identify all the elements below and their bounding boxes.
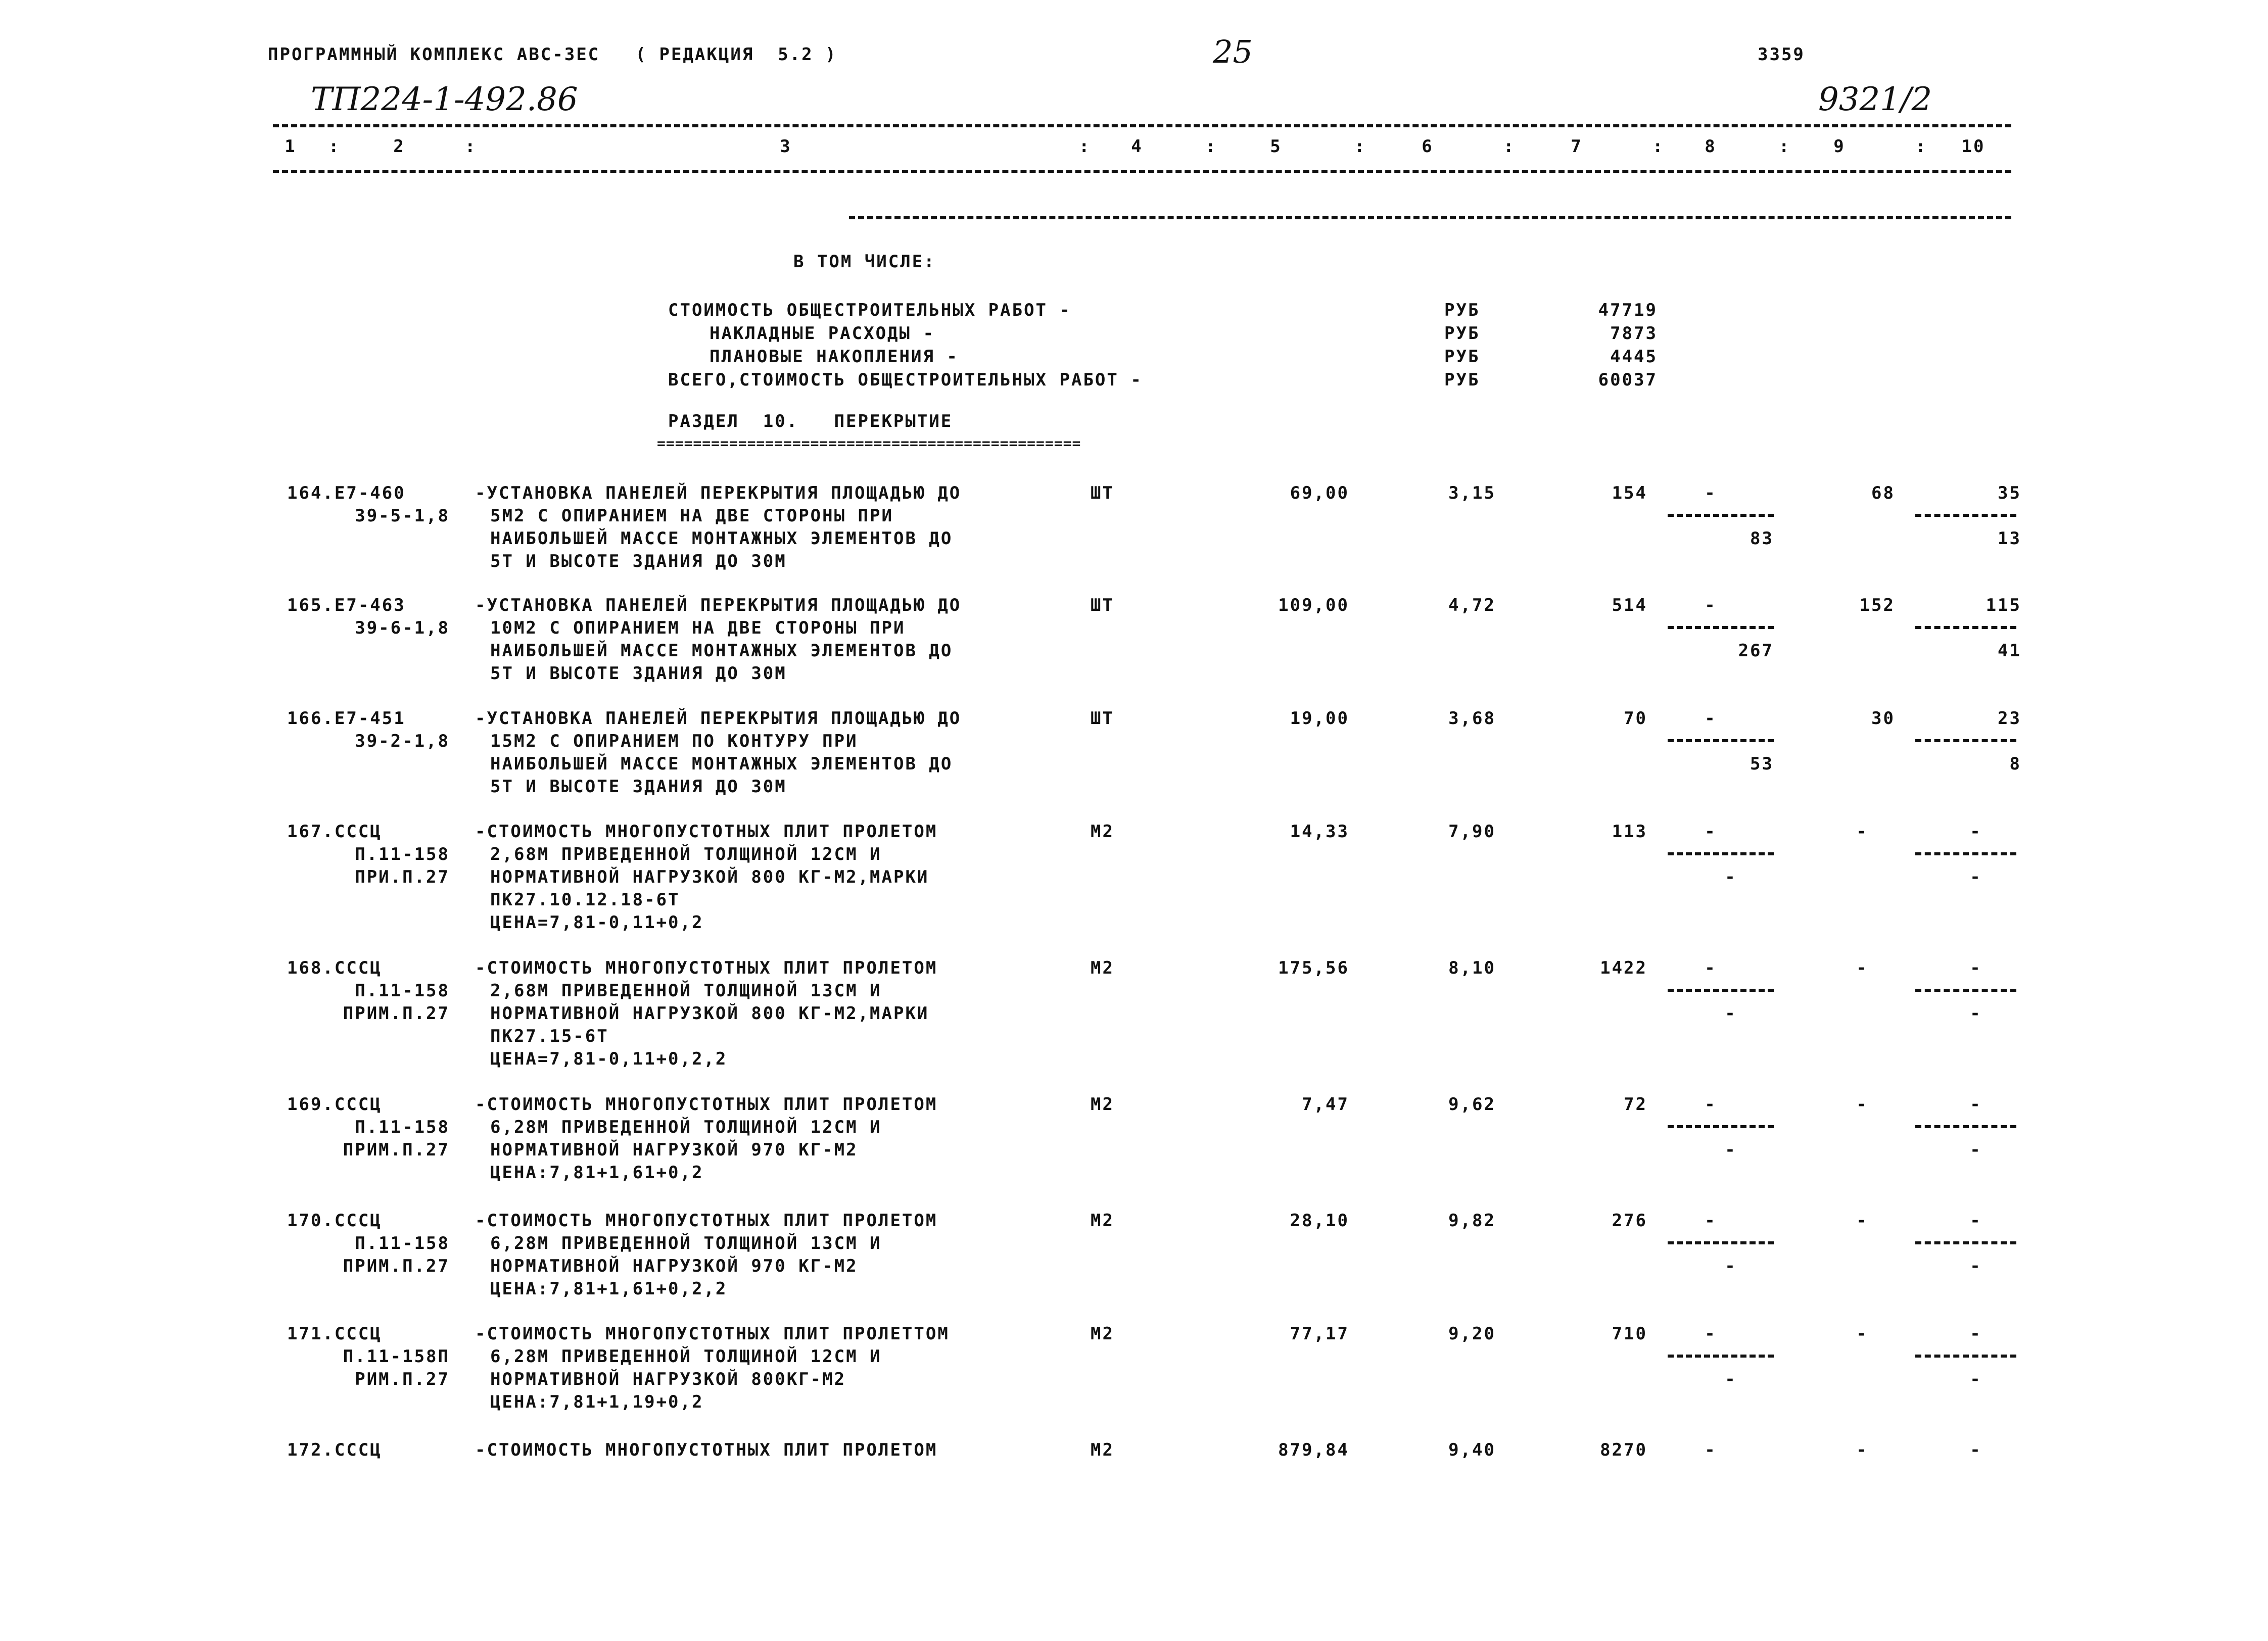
- row-description-line: НОРМАТИВНОЙ НАГРУЗКОЙ 970 КГ-М2: [490, 1140, 858, 1160]
- row-unit: М2: [1091, 958, 1114, 978]
- row-total: 1422: [1600, 958, 1647, 978]
- section-underline: ===============================================: [657, 435, 1081, 452]
- row-unit: М2: [1091, 1211, 1114, 1231]
- sheet-code: 9321/2: [1818, 81, 1932, 118]
- row-col8-bottom: -: [1725, 1256, 1737, 1276]
- row-col9: -: [1856, 822, 1868, 842]
- row-col8-fraction-line: [1668, 989, 1774, 992]
- row-code: П.11-158: [355, 1117, 450, 1137]
- row-col9: 152: [1859, 595, 1895, 615]
- row-col8-top: -: [1705, 822, 1717, 842]
- row-unit-price: 3,68: [1448, 708, 1496, 729]
- row-quantity: 14,33: [1290, 822, 1349, 842]
- row-col10-top: -: [1970, 1094, 1982, 1115]
- row-description-line: ПК27.15-6Т: [490, 1026, 609, 1046]
- row-quantity: 19,00: [1290, 708, 1349, 729]
- row-col10-bottom: 8: [2009, 754, 2021, 774]
- row-description-line: ПК27.10.12.18-6Т: [490, 890, 680, 910]
- column-number-5: 5: [1270, 136, 1282, 157]
- summary-unit: РУБ: [1444, 323, 1480, 344]
- row-description-line: -УСТАНОВКА ПАНЕЛЕЙ ПЕРЕКРЫТИЯ ПЛОЩАДЬЮ ДО: [475, 708, 962, 729]
- row-unit-price: 7,90: [1448, 822, 1496, 842]
- column-separator: :: [465, 136, 477, 157]
- row-total: 276: [1612, 1211, 1647, 1231]
- row-total: 8270: [1600, 1440, 1647, 1460]
- column-separator: :: [1915, 136, 1927, 157]
- row-description-line: ЦЕНА:7,81+1,61+0,2: [490, 1163, 704, 1183]
- row-code: 169.СССЦ: [287, 1094, 382, 1115]
- row-col10-top: 23: [1998, 708, 2021, 729]
- row-col8-fraction-line: [1668, 1241, 1774, 1244]
- row-description-line: 10М2 С ОПИРАНИЕМ НА ДВЕ СТОРОНЫ ПРИ: [490, 618, 906, 638]
- row-description-line: -СТОИМОСТЬ МНОГОПУСТОТНЫХ ПЛИТ ПРОЛЕТОМ: [475, 958, 938, 978]
- row-description-line: НОРМАТИВНОЙ НАГРУЗКОЙ 800 КГ-М2,МАРКИ: [490, 867, 929, 887]
- row-col8-fraction-line: [1668, 852, 1774, 855]
- row-unit-price: 3,15: [1448, 483, 1496, 503]
- header-rule-top: [273, 124, 2011, 127]
- column-separator: :: [1652, 136, 1665, 157]
- row-col8-fraction-line: [1668, 514, 1774, 517]
- row-col10-bottom: -: [1970, 1256, 1982, 1276]
- row-description-line: 2,68М ПРИВЕДЕННОЙ ТОЛЩИНОЙ 13СМ И: [490, 981, 882, 1001]
- row-code: 168.СССЦ: [287, 958, 382, 978]
- row-code: ПРИМ.П.27: [343, 1003, 450, 1024]
- row-col8-top: -: [1705, 595, 1717, 615]
- summary-label: ПЛАНОВЫЕ НАКОПЛЕНИЯ -: [710, 347, 959, 367]
- row-col8-top: -: [1705, 958, 1717, 978]
- column-separator: :: [1205, 136, 1217, 157]
- column-separator: :: [328, 136, 341, 157]
- row-description-line: 2,68М ПРИВЕДЕННОЙ ТОЛЩИНОЙ 12СМ И: [490, 844, 882, 864]
- column-separator: :: [1503, 136, 1516, 157]
- row-description-line: -УСТАНОВКА ПАНЕЛЕЙ ПЕРЕКРЫТИЯ ПЛОЩАДЬЮ ДО: [475, 483, 962, 503]
- row-description-line: ЦЕНА=7,81-0,11+0,2,2: [490, 1049, 728, 1069]
- summary-unit: РУБ: [1444, 370, 1480, 390]
- row-code: 166.Е7-451: [287, 708, 406, 729]
- row-total: 72: [1624, 1094, 1647, 1115]
- section-title: РАЗДЕЛ 10. ПЕРЕКРЫТИЕ: [668, 411, 953, 431]
- row-code: П.11-158П: [343, 1346, 450, 1367]
- row-col10-bottom: -: [1970, 1003, 1982, 1024]
- row-code: П.11-158: [355, 981, 450, 1001]
- row-unit: М2: [1091, 822, 1114, 842]
- row-code: ПРИМ.П.27: [343, 1256, 450, 1276]
- row-description-line: 6,28М ПРИВЕДЕННОЙ ТОЛЩИНОЙ 13СМ И: [490, 1233, 882, 1253]
- row-col10-fraction-line: [1915, 989, 2016, 992]
- row-quantity: 175,56: [1278, 958, 1349, 978]
- row-total: 113: [1612, 822, 1647, 842]
- row-col8-top: -: [1705, 1211, 1717, 1231]
- row-code: 165.Е7-463: [287, 595, 406, 615]
- row-unit-price: 8,10: [1448, 958, 1496, 978]
- header-rule-bottom: [273, 170, 2011, 173]
- row-code: ПРИМ.П.27: [343, 1140, 450, 1160]
- row-col10-top: 35: [1998, 483, 2021, 503]
- row-col8-bottom: 83: [1750, 528, 1774, 549]
- row-description-line: -УСТАНОВКА ПАНЕЛЕЙ ПЕРЕКРЫТИЯ ПЛОЩАДЬЮ ДО: [475, 595, 962, 615]
- row-col9: -: [1856, 1440, 1868, 1460]
- row-col10-top: 115: [1986, 595, 2021, 615]
- row-quantity: 879,84: [1278, 1440, 1349, 1460]
- row-col8-bottom: -: [1725, 1140, 1737, 1160]
- summary-unit: РУБ: [1444, 300, 1480, 320]
- row-total: 514: [1612, 595, 1647, 615]
- row-col9: -: [1856, 1094, 1868, 1115]
- row-col10-fraction-line: [1915, 1125, 2016, 1128]
- row-description-line: -СТОИМОСТЬ МНОГОПУСТОТНЫХ ПЛИТ ПРОЛЕТОМ: [475, 822, 938, 842]
- column-separator: :: [1354, 136, 1366, 157]
- row-col8-bottom: 53: [1750, 754, 1774, 774]
- column-number-3: 3: [780, 136, 792, 157]
- row-unit-price: 4,72: [1448, 595, 1496, 615]
- row-description-line: 5Т И ВЫСОТЕ ЗДАНИЯ ДО 30М: [490, 551, 787, 571]
- page-number: 25: [1213, 33, 1253, 70]
- row-col10-bottom: -: [1970, 1140, 1982, 1160]
- summary-label: ВСЕГО,СТОИМОСТЬ ОБЩЕСТРОИТЕЛЬНЫХ РАБОТ -: [668, 370, 1143, 390]
- row-col10-top: -: [1970, 1211, 1982, 1231]
- row-quantity: 109,00: [1278, 595, 1349, 615]
- row-description-line: НАИБОЛЬШЕЙ МАССЕ МОНТАЖНЫХ ЭЛЕМЕНТОВ ДО: [490, 754, 953, 774]
- row-description-line: -СТОИМОСТЬ МНОГОПУСТОТНЫХ ПЛИТ ПРОЛЕТОМ: [475, 1440, 938, 1460]
- column-number-7: 7: [1571, 136, 1583, 157]
- column-separator: :: [1779, 136, 1791, 157]
- row-description-line: 5М2 С ОПИРАНИЕМ НА ДВЕ СТОРОНЫ ПРИ: [490, 506, 893, 526]
- row-quantity: 7,47: [1302, 1094, 1349, 1115]
- row-code: ПРИ.П.27: [355, 867, 450, 887]
- row-description-line: НОРМАТИВНОЙ НАГРУЗКОЙ 800КГ-М2: [490, 1369, 846, 1389]
- row-quantity: 28,10: [1290, 1211, 1349, 1231]
- column-number-6: 6: [1422, 136, 1434, 157]
- row-col10-bottom: -: [1970, 867, 1982, 887]
- summary-value: 60037: [1598, 370, 1658, 390]
- row-col10-top: -: [1970, 1324, 1982, 1344]
- row-col8-top: -: [1705, 483, 1717, 503]
- row-unit: М2: [1091, 1324, 1114, 1344]
- summary-value: 7873: [1610, 323, 1658, 344]
- row-description-line: -СТОИМОСТЬ МНОГОПУСТОТНЫХ ПЛИТ ПРОЛЕТОМ: [475, 1094, 938, 1115]
- summary-intro: В ТОМ ЧИСЛЕ:: [793, 252, 936, 272]
- row-col8-bottom: -: [1725, 1003, 1737, 1024]
- column-number-4: 4: [1131, 136, 1143, 157]
- row-code: 170.СССЦ: [287, 1211, 382, 1231]
- row-quantity: 69,00: [1290, 483, 1349, 503]
- row-col10-fraction-line: [1915, 1355, 2016, 1358]
- row-total: 154: [1612, 483, 1647, 503]
- summary-value: 4445: [1610, 347, 1658, 367]
- row-col9: -: [1856, 958, 1868, 978]
- row-description-line: ЦЕНА=7,81-0,11+0,2: [490, 912, 704, 933]
- row-unit: М2: [1091, 1440, 1114, 1460]
- summary-label: НАКЛАДНЫЕ РАСХОДЫ -: [710, 323, 935, 344]
- column-number-1: 1: [285, 136, 297, 157]
- column-number-10: 10: [1961, 136, 1986, 157]
- row-description-line: -СТОИМОСТЬ МНОГОПУСТОТНЫХ ПЛИТ ПРОЛЕТТОМ: [475, 1324, 950, 1344]
- row-col8-top: -: [1705, 1094, 1717, 1115]
- row-description-line: НОРМАТИВНОЙ НАГРУЗКОЙ 970 КГ-М2: [490, 1256, 858, 1276]
- row-unit: ШТ: [1091, 595, 1114, 615]
- row-description-line: 6,28М ПРИВЕДЕННОЙ ТОЛЩИНОЙ 12СМ И: [490, 1346, 882, 1367]
- row-description-line: НОРМАТИВНОЙ НАГРУЗКОЙ 800 КГ-М2,МАРКИ: [490, 1003, 929, 1024]
- row-description-line: 6,28М ПРИВЕДЕННОЙ ТОЛЩИНОЙ 12СМ И: [490, 1117, 882, 1137]
- row-description-line: НАИБОЛЬШЕЙ МАССЕ МОНТАЖНЫХ ЭЛЕМЕНТОВ ДО: [490, 528, 953, 549]
- row-col8-fraction-line: [1668, 1125, 1774, 1128]
- row-description-line: ЦЕНА:7,81+1,61+0,2,2: [490, 1279, 728, 1299]
- row-col9: -: [1856, 1324, 1868, 1344]
- row-unit-price: 9,62: [1448, 1094, 1496, 1115]
- row-col10-fraction-line: [1915, 852, 2016, 855]
- row-description-line: 5Т И ВЫСОТЕ ЗДАНИЯ ДО 30М: [490, 777, 787, 797]
- row-col8-top: -: [1705, 1440, 1717, 1460]
- row-col9: -: [1856, 1211, 1868, 1231]
- row-code: РИМ.П.27: [355, 1369, 450, 1389]
- row-code: 39-6-1,8: [355, 618, 450, 638]
- column-number-2: 2: [393, 136, 405, 157]
- row-unit: ШТ: [1091, 708, 1114, 729]
- column-number-9: 9: [1833, 136, 1846, 157]
- summary-rule: [849, 216, 2011, 219]
- row-quantity: 77,17: [1290, 1324, 1349, 1344]
- row-total: 70: [1624, 708, 1647, 729]
- row-code: 164.Е7-460: [287, 483, 406, 503]
- row-unit-price: 9,40: [1448, 1440, 1496, 1460]
- row-col10-fraction-line: [1915, 626, 2016, 629]
- row-code: 39-2-1,8: [355, 731, 450, 751]
- row-description-line: НАИБОЛЬШЕЙ МАССЕ МОНТАЖНЫХ ЭЛЕМЕНТОВ ДО: [490, 641, 953, 661]
- row-unit-price: 9,82: [1448, 1211, 1496, 1231]
- row-col10-fraction-line: [1915, 739, 2016, 742]
- row-col10-top: -: [1970, 958, 1982, 978]
- row-description-line: 5Т И ВЫСОТЕ ЗДАНИЯ ДО 30М: [490, 663, 787, 684]
- row-unit-price: 9,20: [1448, 1324, 1496, 1344]
- row-col8-fraction-line: [1668, 626, 1774, 629]
- row-description-line: -СТОИМОСТЬ МНОГОПУСТОТНЫХ ПЛИТ ПРОЛЕТОМ: [475, 1211, 938, 1231]
- row-col8-top: -: [1705, 1324, 1717, 1344]
- project-code: ТП224-1-492.86: [311, 81, 578, 118]
- row-code: 171.СССЦ: [287, 1324, 382, 1344]
- program-header: ПРОГРАММНЫЙ КОМПЛЕКС АВС-ЗЕС ( РЕДАКЦИЯ 5.2 ): [268, 44, 837, 65]
- row-code: 39-5-1,8: [355, 506, 450, 526]
- row-code: 167.СССЦ: [287, 822, 382, 842]
- row-description-line: ЦЕНА:7,81+1,19+0,2: [490, 1392, 704, 1412]
- row-code: 172.СССЦ: [287, 1440, 382, 1460]
- row-col8-top: -: [1705, 708, 1717, 729]
- row-col10-fraction-line: [1915, 1241, 2016, 1244]
- row-description-line: 15М2 С ОПИРАНИЕМ ПО КОНТУРУ ПРИ: [490, 731, 858, 751]
- row-unit: ШТ: [1091, 483, 1114, 503]
- row-col10-bottom: -: [1970, 1369, 1982, 1389]
- row-col8-bottom: 267: [1738, 641, 1774, 661]
- row-code: П.11-158: [355, 1233, 450, 1253]
- header-code-right: 3359: [1758, 44, 1805, 65]
- row-col10-bottom: 13: [1998, 528, 2021, 549]
- row-col10-top: -: [1970, 1440, 1982, 1460]
- row-total: 710: [1612, 1324, 1647, 1344]
- summary-unit: РУБ: [1444, 347, 1480, 367]
- row-col8-bottom: -: [1725, 867, 1737, 887]
- row-code: П.11-158: [355, 844, 450, 864]
- row-col10-fraction-line: [1915, 514, 2016, 517]
- column-separator: :: [1079, 136, 1091, 157]
- row-col8-fraction-line: [1668, 739, 1774, 742]
- row-unit: М2: [1091, 1094, 1114, 1115]
- row-col10-top: -: [1970, 822, 1982, 842]
- row-col8-bottom: -: [1725, 1369, 1737, 1389]
- row-col10-bottom: 41: [1998, 641, 2021, 661]
- row-col9: 68: [1871, 483, 1895, 503]
- row-col9: 30: [1871, 708, 1895, 729]
- column-number-8: 8: [1705, 136, 1717, 157]
- row-col8-fraction-line: [1668, 1355, 1774, 1358]
- summary-label: СТОИМОСТЬ ОБЩЕСТРОИТЕЛЬНЫХ РАБОТ -: [668, 300, 1071, 320]
- summary-value: 47719: [1598, 300, 1658, 320]
